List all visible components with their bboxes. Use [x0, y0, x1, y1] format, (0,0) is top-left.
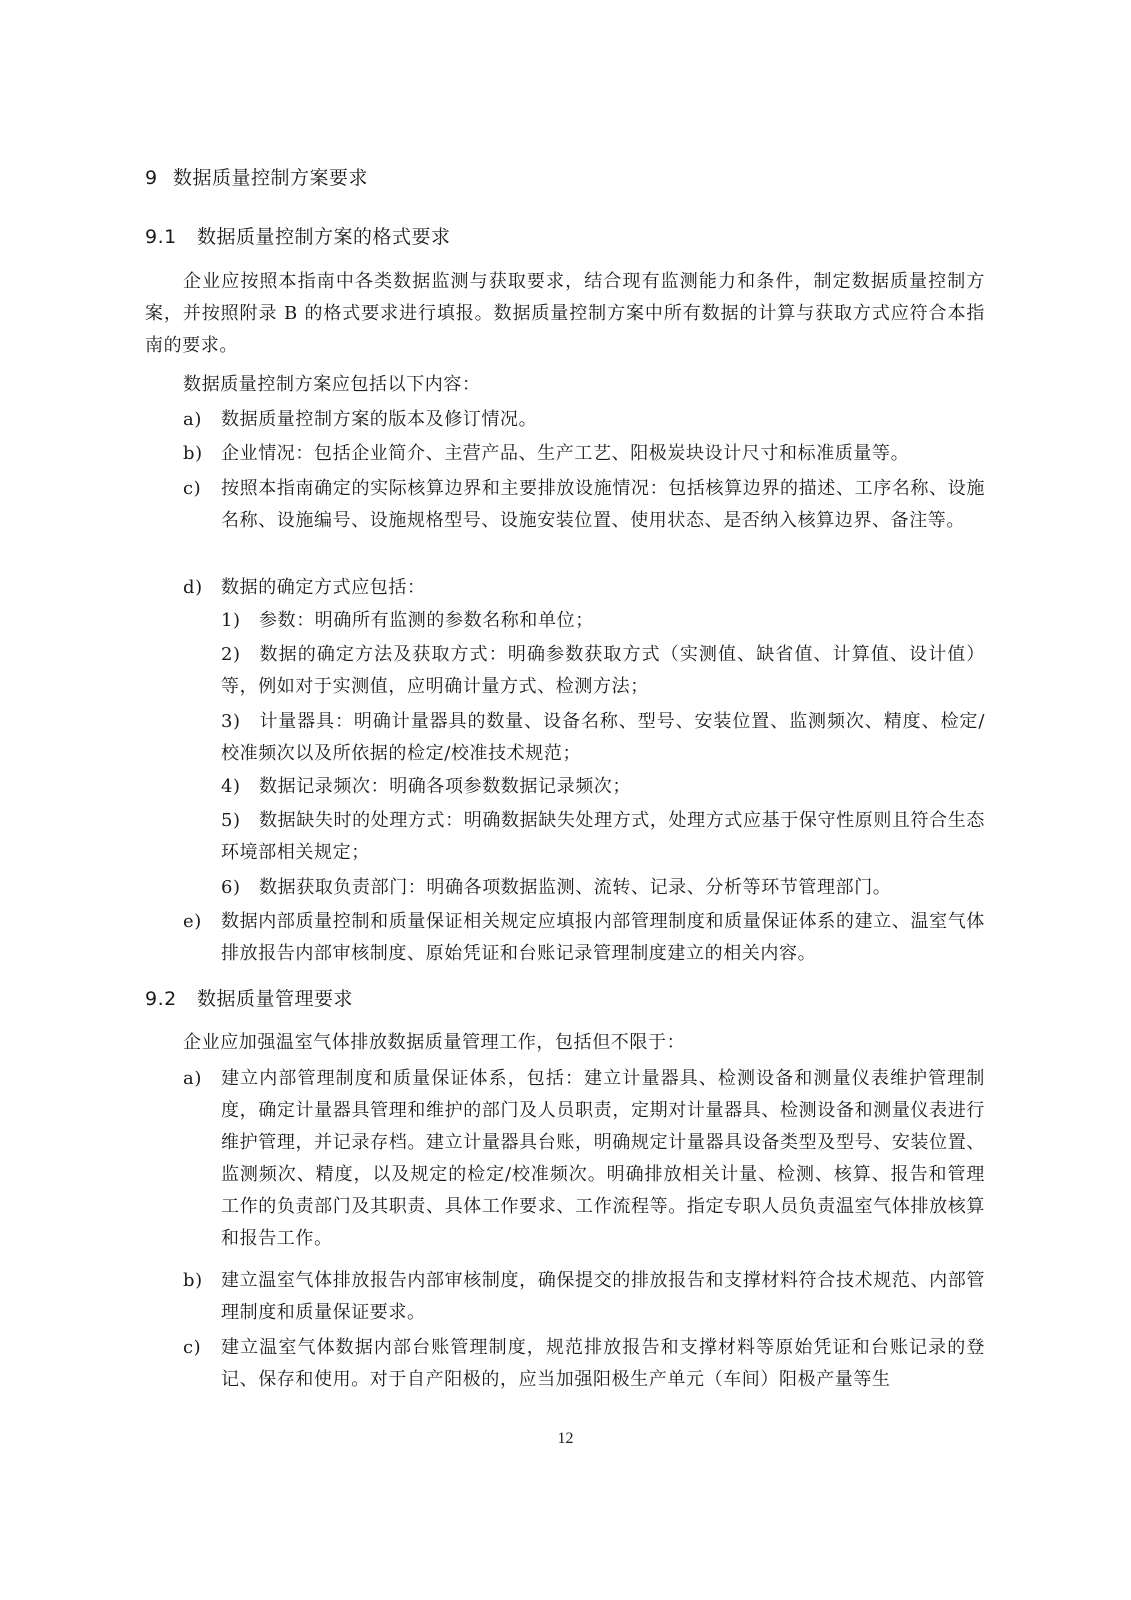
list-item-c: [183, 473, 985, 537]
sublist-text: 数据记录频次：明确各项参数数据记录频次；: [259, 776, 631, 797]
sublist-item-4: [221, 771, 985, 803]
sublist-label: 6): [221, 877, 241, 898]
sublist-text: 数据的确定方法及获取方式：明确参数获取方式（实测值、缺省值、计算值、设计值）等，例如对于实测值，应明确计量方式、检测方法；: [221, 644, 985, 697]
list-label: b): [183, 443, 203, 464]
list-item-d: [183, 572, 985, 604]
sublist-text: 数据获取负责部门：明确各项数据监测、流转、记录、分析等环节管理部门。: [259, 877, 892, 898]
paragraph-intro: 企业应按照本指南中各类数据监测与获取要求，结合现有监测能力和条件，制定数据质量控制方案，并按照附录 B 的格式要求进行填报。数据质量控制方案中所有数据的计算与获取方式应符合本指南的要求。: [145, 271, 985, 356]
list-text: 按照本指南确定的实际核算边界和主要排放设施情况：包括核算边界的描述、工序名称、设施名称、设施编号、设施规格型号、设施安装位置、使用状态、是否纳入核算边界、备注等。: [221, 478, 985, 531]
sublist-label: 4): [221, 776, 241, 797]
page-number: 12: [557, 1430, 574, 1447]
list-text: 数据内部质量控制和质量保证相关规定应填报内部管理制度和质量保证体系的建立、温室气体排放报告内部审核制度、原始凭证和台账记录管理制度建立的相关内容。: [221, 911, 985, 964]
list-item-b: [183, 438, 985, 470]
list-label: a): [183, 409, 202, 430]
section-9-2-heading: [145, 984, 353, 1011]
list-text: 建立温室气体排放报告内部审核制度，确保提交的排放报告和支撑材料符合技术规范、内部管理制度和质量保证要求。: [221, 1270, 985, 1323]
section-title: 数据质量管理要求: [197, 988, 354, 1010]
list-item-e: [183, 906, 985, 970]
list-item-a: [183, 404, 985, 436]
list-text: 企业情况：包括企业简介、主营产品、生产工艺、阳极炭块设计尺寸和标准质量等。: [221, 443, 910, 464]
list-label: e): [183, 911, 202, 932]
sublist-label: 5): [221, 810, 241, 831]
list-label: d): [183, 577, 203, 598]
section-title: 数据质量控制方案要求: [173, 167, 369, 189]
section-number: 9: [145, 167, 158, 189]
list-label: a): [183, 1068, 202, 1089]
list-item-b: [183, 1265, 985, 1329]
paragraph-lead: 数据质量控制方案应包括以下内容：: [183, 374, 481, 395]
list-item-c: [183, 1332, 985, 1396]
sublist-label: 2): [221, 644, 241, 665]
section-title: 数据质量控制方案的格式要求: [197, 226, 451, 248]
list-label: c): [183, 1337, 202, 1358]
sublist-text: 计量器具：明确计量器具的数量、设备名称、型号、安装位置、监测频次、精度、检定/校准频次以及所依据的检定/校准技术规范；: [221, 711, 985, 764]
list-item-a: [183, 1063, 985, 1255]
sublist-text: 数据缺失时的处理方式：明确数据缺失处理方式，处理方式应基于保守性原则且符合生态环境部相关规定；: [221, 810, 985, 863]
section-9-1-heading: [145, 222, 451, 249]
sublist-label: 3): [221, 711, 241, 732]
list-text: 数据质量控制方案的版本及修订情况。: [221, 409, 538, 430]
section-number: 9.2: [145, 988, 177, 1010]
list-label: b): [183, 1270, 203, 1291]
list-text: 建立温室气体数据内部台账管理制度，规范排放报告和支撑材料等原始凭证和台账记录的登记、保存和使用。对于自产阳极的，应当加强阳极生产单元（车间）阳极产量等生: [221, 1337, 985, 1390]
sublist-item-3: [221, 706, 985, 770]
sublist-text: 参数：明确所有监测的参数名称和单位；: [259, 610, 594, 631]
sublist-item-5: [221, 805, 985, 869]
sublist-item-6: [221, 872, 985, 904]
list-text: 数据的确定方式应包括：: [221, 577, 426, 598]
list-label: c): [183, 478, 202, 499]
paragraph-intro: 企业应加强温室气体排放数据质量管理工作，包括但不限于：: [183, 1032, 686, 1053]
section-9-heading: [145, 163, 368, 190]
section-number: 9.1: [145, 226, 177, 248]
list-text: 建立内部管理制度和质量保证体系，包括：建立计量器具、检测设备和测量仪表维护管理制度，确定计量器具管理和维护的部门及人员职责，定期对计量器具、检测设备和测量仪表进行维护管理，并记录存档。建立计量器具台账，明确规定计量器具设备类型及型号、安装位置、监测频次、精度，以及规定的检定/校准频次。明确排放相关计量、检测、核算、报告和管理工作的负责部门及其职责、具体工作要求、工作流程等。指定专职人员负责温室气体排放核算和报告工作。: [221, 1068, 985, 1249]
sublist-item-1: [221, 605, 985, 637]
sublist-label: 1): [221, 610, 241, 631]
sublist-item-2: [221, 639, 985, 703]
